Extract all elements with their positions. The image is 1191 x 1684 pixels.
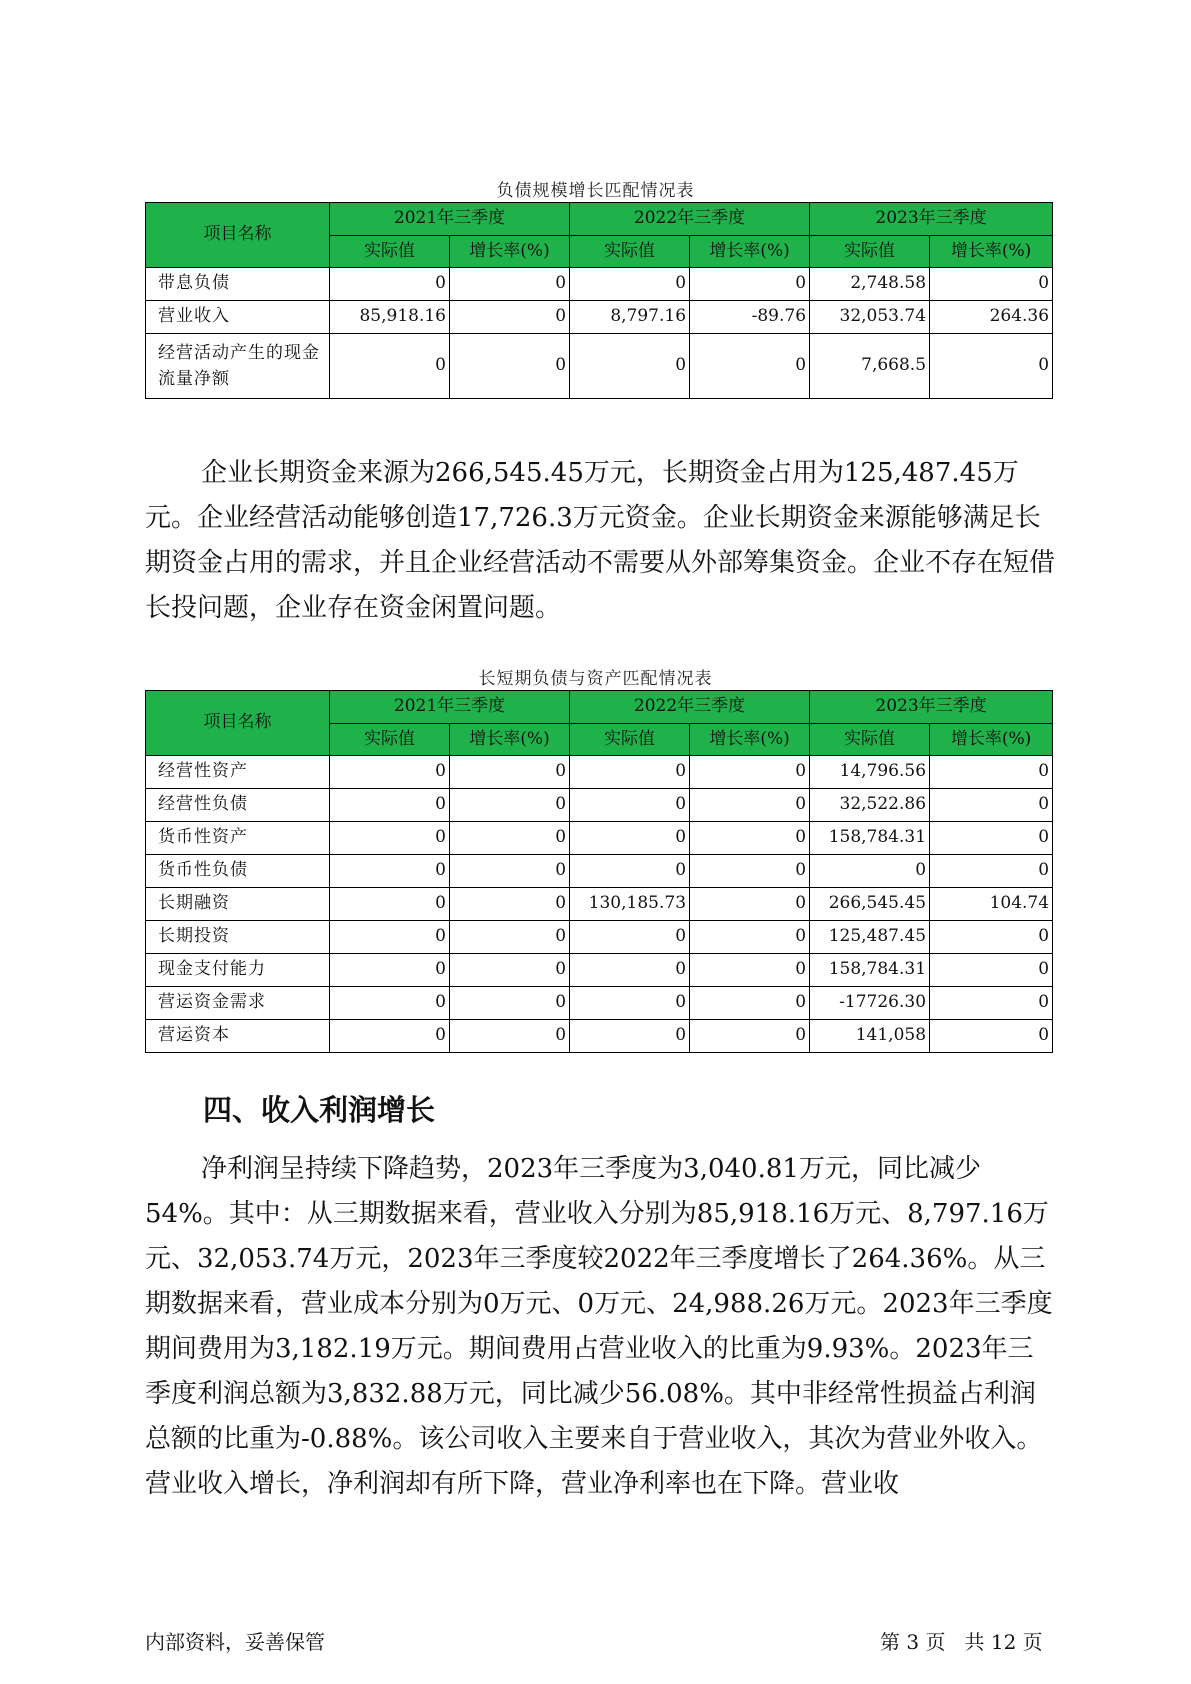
cell-value: 0 bbox=[450, 301, 570, 334]
cell-value: 0 bbox=[690, 822, 810, 855]
cell-value: 141,058 bbox=[810, 1020, 930, 1053]
header-period-2022: 2022年三季度 bbox=[570, 203, 810, 236]
cell-value: 0 bbox=[930, 334, 1053, 399]
cell-value: 125,487.45 bbox=[810, 921, 930, 954]
cell-value: 0 bbox=[930, 987, 1053, 1020]
cell-value: 0 bbox=[690, 756, 810, 789]
cell-value: 0 bbox=[330, 855, 450, 888]
row-name: 经营性资产 bbox=[146, 756, 330, 789]
cell-value: 0 bbox=[930, 855, 1053, 888]
cell-value: 0 bbox=[330, 987, 450, 1020]
cell-value: 0 bbox=[570, 987, 690, 1020]
cell-value: 0 bbox=[450, 987, 570, 1020]
cell-value: 0 bbox=[570, 1020, 690, 1053]
cell-value: 0 bbox=[690, 921, 810, 954]
header-growth: 增长率(%) bbox=[930, 236, 1053, 268]
row-name: 经营性负债 bbox=[146, 789, 330, 822]
table-row bbox=[146, 1020, 1053, 1053]
cell-value: 0 bbox=[570, 822, 690, 855]
cell-value: 0 bbox=[330, 921, 450, 954]
paragraph-text: 净利润呈持续下降趋势，2023年三季度为3,040.81万元，同比减少54%。其中：从三期数据来看，营业收入分别为85,918.16万元、8,797.16万元、32,053.74万元，2023年三季度较2022年三季度增长了264.36%。从三期数据来看，营业成本分别为0万元、0万元、24,988.26万元。2023年三季度期间费用为3,182.19万元。期间费用占营业收入的比重为9.93%。2023年三季度利润总额为3,832.88万元，同比减少56.08%。其中非经常性损益占利润总额的比重为-0.88%。该公司收入主要来自于营业收入，其次为营业外收入。营业收入增长，净利润却有所下降，营业净利率也在下降。营业收 bbox=[145, 1154, 1053, 1499]
cell-value: 0 bbox=[330, 954, 450, 987]
cell-value: 266,545.45 bbox=[810, 888, 930, 921]
table-row bbox=[146, 268, 1053, 301]
cell-value: 0 bbox=[570, 268, 690, 301]
cell-value: 0 bbox=[330, 888, 450, 921]
cell-value: 158,784.31 bbox=[810, 954, 930, 987]
debt-scale-growth-table bbox=[145, 202, 1053, 399]
row-name: 经营活动产生的现金流量净额 bbox=[146, 334, 330, 399]
row-name: 现金支付能力 bbox=[146, 954, 330, 987]
cell-value: 0 bbox=[570, 921, 690, 954]
cell-value: 0 bbox=[330, 756, 450, 789]
cell-value: 85,918.16 bbox=[330, 301, 450, 334]
cell-value: 0 bbox=[690, 1020, 810, 1053]
row-name: 长期投资 bbox=[146, 921, 330, 954]
table1-caption: 负债规模增长匹配情况表 bbox=[496, 181, 695, 201]
cell-value: 0 bbox=[690, 888, 810, 921]
cell-value: 104.74 bbox=[930, 888, 1053, 921]
cell-value: 0 bbox=[330, 334, 450, 399]
cell-value: 0 bbox=[690, 954, 810, 987]
cell-value: 0 bbox=[930, 822, 1053, 855]
header-item-name: 项目名称 bbox=[146, 203, 330, 268]
cell-value: 0 bbox=[450, 268, 570, 301]
table-row bbox=[146, 855, 1053, 888]
cell-value: 0 bbox=[570, 756, 690, 789]
paragraph-revenue-profit bbox=[145, 1147, 1055, 1507]
cell-value: 0 bbox=[930, 268, 1053, 301]
header-growth: 增长率(%) bbox=[690, 724, 810, 756]
cell-value: 0 bbox=[450, 756, 570, 789]
table-row bbox=[146, 987, 1053, 1020]
cell-value: 0 bbox=[690, 855, 810, 888]
cell-value: 7,668.5 bbox=[810, 334, 930, 399]
cell-value: 0 bbox=[930, 756, 1053, 789]
header-period-2022: 2022年三季度 bbox=[570, 691, 810, 724]
footer-page-number: 第 3 页 共 12 页 bbox=[880, 1630, 1043, 1654]
cell-value: 0 bbox=[330, 1020, 450, 1053]
table-row bbox=[146, 301, 1053, 334]
table-row bbox=[146, 822, 1053, 855]
table-row bbox=[146, 334, 1053, 399]
cell-value: 0 bbox=[570, 954, 690, 987]
short-long-term-matching-table bbox=[145, 690, 1053, 1053]
cell-value: 158,784.31 bbox=[810, 822, 930, 855]
cell-value: 0 bbox=[450, 888, 570, 921]
table-row bbox=[146, 789, 1053, 822]
header-growth: 增长率(%) bbox=[450, 724, 570, 756]
cell-value: 0 bbox=[570, 855, 690, 888]
row-name: 货币性资产 bbox=[146, 822, 330, 855]
paragraph-text: 企业长期资金来源为266,545.45万元，长期资金占用为125,487.45万元。企业经营活动能够创造17,726.3万元资金。企业长期资金来源能够满足长期资金占用的需求，并且企业经营活动不需要从外部筹集资金。企业不存在短借长投问题，企业存在资金闲置问题。 bbox=[145, 458, 1056, 623]
footer-confidential-note: 内部资料，妥善保管 bbox=[145, 1630, 325, 1654]
cell-value: 8,797.16 bbox=[570, 301, 690, 334]
cell-value: 0 bbox=[690, 334, 810, 399]
cell-value: -17726.30 bbox=[810, 987, 930, 1020]
table-row bbox=[146, 954, 1053, 987]
header-period-2021: 2021年三季度 bbox=[330, 691, 570, 724]
cell-value: -89.76 bbox=[690, 301, 810, 334]
header-actual: 实际值 bbox=[570, 236, 690, 268]
cell-value: 0 bbox=[930, 1020, 1053, 1053]
row-name: 营业收入 bbox=[146, 301, 330, 334]
header-actual: 实际值 bbox=[570, 724, 690, 756]
header-growth: 增长率(%) bbox=[450, 236, 570, 268]
cell-value: 0 bbox=[930, 921, 1053, 954]
header-period-2023: 2023年三季度 bbox=[810, 203, 1053, 236]
header-growth: 增长率(%) bbox=[930, 724, 1053, 756]
table-row bbox=[146, 756, 1053, 789]
cell-value: 0 bbox=[690, 268, 810, 301]
cell-value: 130,185.73 bbox=[570, 888, 690, 921]
cell-value: 14,796.56 bbox=[810, 756, 930, 789]
cell-value: 0 bbox=[450, 855, 570, 888]
cell-value: 264.36 bbox=[930, 301, 1053, 334]
cell-value: 0 bbox=[930, 789, 1053, 822]
cell-value: 0 bbox=[570, 334, 690, 399]
cell-value: 2,748.58 bbox=[810, 268, 930, 301]
cell-value: 0 bbox=[930, 954, 1053, 987]
row-name: 货币性负债 bbox=[146, 855, 330, 888]
cell-value: 0 bbox=[450, 789, 570, 822]
header-actual: 实际值 bbox=[330, 724, 450, 756]
header-item-name: 项目名称 bbox=[146, 691, 330, 756]
cell-value: 0 bbox=[690, 789, 810, 822]
row-name: 长期融资 bbox=[146, 888, 330, 921]
cell-value: 0 bbox=[810, 855, 930, 888]
header-actual: 实际值 bbox=[330, 236, 450, 268]
cell-value: 0 bbox=[450, 921, 570, 954]
section-heading: 四、收入利润增长 bbox=[203, 1093, 436, 1127]
paragraph-funding bbox=[145, 451, 1055, 631]
cell-value: 32,522.86 bbox=[810, 789, 930, 822]
table-row bbox=[146, 921, 1053, 954]
cell-value: 0 bbox=[450, 822, 570, 855]
table-row bbox=[146, 888, 1053, 921]
header-actual: 实际值 bbox=[810, 724, 930, 756]
cell-value: 0 bbox=[450, 954, 570, 987]
cell-value: 0 bbox=[330, 268, 450, 301]
cell-value: 32,053.74 bbox=[810, 301, 930, 334]
header-growth: 增长率(%) bbox=[690, 236, 810, 268]
cell-value: 0 bbox=[570, 789, 690, 822]
table2-caption: 长短期负债与资产匹配情况表 bbox=[478, 669, 713, 689]
header-period-2021: 2021年三季度 bbox=[330, 203, 570, 236]
cell-value: 0 bbox=[330, 822, 450, 855]
header-actual: 实际值 bbox=[810, 236, 930, 268]
cell-value: 0 bbox=[330, 789, 450, 822]
row-name: 营运资金需求 bbox=[146, 987, 330, 1020]
cell-value: 0 bbox=[690, 987, 810, 1020]
header-period-2023: 2023年三季度 bbox=[810, 691, 1053, 724]
row-name: 带息负债 bbox=[146, 268, 330, 301]
cell-value: 0 bbox=[450, 1020, 570, 1053]
cell-value: 0 bbox=[450, 334, 570, 399]
row-name: 营运资本 bbox=[146, 1020, 330, 1053]
